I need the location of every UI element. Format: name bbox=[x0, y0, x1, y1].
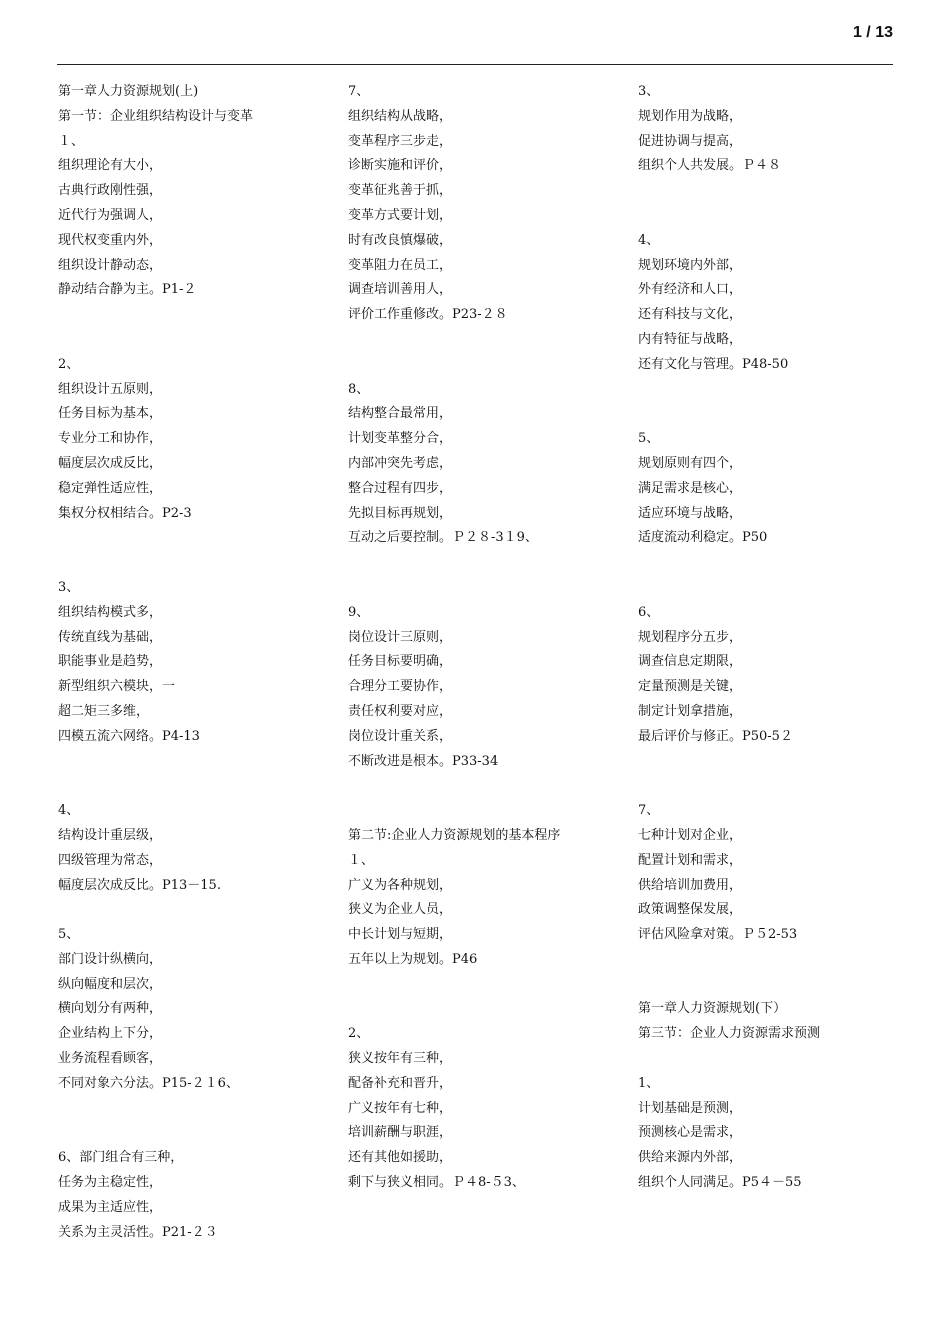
text-line: 适度流动利稳定。P50 bbox=[638, 530, 768, 546]
text-line: 时有改良慎爆破， bbox=[348, 232, 453, 248]
text-line: 职能事业是趋势， bbox=[58, 654, 163, 670]
blank-line bbox=[58, 328, 328, 353]
text-line: 传统直线为基础， bbox=[58, 629, 163, 645]
text-line: 变革程序三步走， bbox=[348, 133, 453, 149]
text-line: 4、 bbox=[638, 232, 660, 248]
text-line: 关系为主灵活性。P21-２３ bbox=[58, 1224, 218, 1240]
text-line: 预测核心是需求， bbox=[638, 1125, 743, 1141]
text-line: 规划程序分五步， bbox=[638, 629, 743, 645]
text-line: 企业结构上下分， bbox=[58, 1026, 163, 1042]
text-line: 结构设计重层级， bbox=[58, 827, 163, 843]
text-line: 合理分工要协作， bbox=[348, 679, 453, 695]
text-line: 不断改进是根本。P33-34 bbox=[348, 753, 499, 769]
text-line: 不同对象六分法。P15-２１6、 bbox=[58, 1075, 239, 1091]
text-line: 计划基础是预测， bbox=[638, 1100, 743, 1116]
text-line: 任务目标要明确， bbox=[348, 654, 453, 670]
blank-line bbox=[638, 948, 908, 973]
text-line: 岗位设计重关系， bbox=[348, 728, 453, 744]
text-line: 第二节:企业人力资源规划的基本程序 bbox=[348, 827, 561, 843]
text-line: 广义为各种规划， bbox=[348, 877, 453, 893]
page-number: 1 / 13 bbox=[852, 24, 893, 41]
text-line: 促进协调与提高， bbox=[638, 133, 743, 149]
text-line: 狭义按年有三种， bbox=[348, 1051, 453, 1067]
text-line: 七种计划对企业， bbox=[638, 827, 743, 843]
text-line: 任务为主稳定性， bbox=[58, 1175, 163, 1191]
text-line: 政策调整保发展， bbox=[638, 902, 743, 918]
blank-line bbox=[58, 898, 328, 923]
text-line: 5、 bbox=[58, 927, 80, 943]
text-line: 新型组织六模块，一 bbox=[58, 679, 176, 695]
text-line: 定量预测是关键， bbox=[638, 679, 743, 695]
text-line: 先拟目标再规划， bbox=[348, 505, 453, 521]
blank-line bbox=[638, 576, 908, 601]
text-line: 互动之后要控制。Ｐ２８-3１9、 bbox=[348, 530, 538, 546]
text-line: 7、 bbox=[638, 803, 660, 819]
text-line: 幅度层次成反比， bbox=[58, 455, 163, 471]
text-line: 变革方式要计划， bbox=[348, 207, 453, 223]
text-line: 内有特征与战略， bbox=[638, 331, 743, 347]
text-line: 1、 bbox=[638, 1075, 660, 1091]
text-line: 近代行为强调人， bbox=[58, 207, 163, 223]
text-line: 3、 bbox=[58, 579, 80, 595]
text-line: 调查信息定期限， bbox=[638, 654, 743, 670]
blank-line bbox=[638, 551, 908, 576]
text-line: 满足需求是核心， bbox=[638, 480, 743, 496]
text-line: 四模五流六网络。P4-13 bbox=[58, 728, 200, 744]
blank-line bbox=[58, 303, 328, 328]
blank-line bbox=[348, 799, 618, 824]
text-line: 组织理论有大小， bbox=[58, 158, 163, 174]
text-line: 五年以上为规划。P46 bbox=[348, 951, 478, 967]
blank-line bbox=[58, 774, 328, 799]
blank-line bbox=[638, 179, 908, 204]
text-line: 6、部门组合有三种， bbox=[58, 1150, 184, 1166]
text-line: 6、 bbox=[638, 604, 660, 620]
text-line: 培训薪酬与职涯， bbox=[348, 1125, 453, 1141]
text-line: 变革阻力在员工， bbox=[348, 257, 453, 273]
text-line: 评价工作重修改。P23-２８ bbox=[348, 307, 508, 323]
text-line: 剩下与狭义相同。Ｐ４8-５3、 bbox=[348, 1175, 525, 1191]
text-line: 9、 bbox=[348, 604, 370, 620]
text-line: 还有科技与文化， bbox=[638, 307, 743, 323]
text-line: 3、 bbox=[638, 84, 660, 99]
text-line: 调查培训善用人， bbox=[348, 282, 453, 298]
text-line: 8、 bbox=[348, 381, 370, 397]
text-line: 2、 bbox=[348, 1026, 370, 1042]
text-line: 横向划分有两种， bbox=[58, 1001, 163, 1017]
text-line: 稳定弹性适应性， bbox=[58, 480, 163, 496]
text-line: 4、 bbox=[58, 803, 80, 819]
text-line: 诊断实施和评价， bbox=[348, 158, 453, 174]
text-line: 组织结构从战略， bbox=[348, 108, 453, 124]
text-line: 规划作用为战略， bbox=[638, 108, 743, 124]
blank-line bbox=[348, 353, 618, 378]
header-rule bbox=[57, 64, 893, 65]
text-line: 广义按年有七种， bbox=[348, 1100, 453, 1116]
text-line: 还有文化与管理。P48-50 bbox=[638, 356, 789, 372]
blank-line bbox=[58, 750, 328, 775]
blank-line bbox=[638, 973, 908, 998]
text-line: 成果为主适应性， bbox=[58, 1199, 163, 1215]
text-line: 任务目标为基本， bbox=[58, 406, 163, 422]
text-line: 第一章人力资源规划(下） bbox=[638, 1001, 787, 1017]
blank-line bbox=[638, 750, 908, 775]
text-line: 组织设计静动态， bbox=[58, 257, 163, 273]
text-line: 专业分工和协作， bbox=[58, 431, 163, 447]
text-line: 适应环境与战略， bbox=[638, 505, 743, 521]
text-line: 中长计划与短期， bbox=[348, 927, 453, 943]
text-line: 业务流程看顾客， bbox=[58, 1051, 163, 1067]
text-line: 2、 bbox=[58, 356, 80, 372]
blank-line bbox=[348, 774, 618, 799]
text-line: 超二矩三多维， bbox=[58, 703, 150, 719]
blank-line bbox=[58, 1121, 328, 1146]
text-line: 第一章人力资源规划(上) bbox=[58, 84, 199, 99]
blank-line bbox=[638, 378, 908, 403]
text-line: 外有经济和人口， bbox=[638, 282, 743, 298]
text-line: 纵向幅度和层次， bbox=[58, 976, 163, 992]
text-line: 部门设计纵横向， bbox=[58, 951, 163, 967]
text-line: 5、 bbox=[638, 431, 660, 447]
text-line: 结构整合最常用， bbox=[348, 406, 453, 422]
blank-line bbox=[638, 774, 908, 799]
blank-line bbox=[348, 551, 618, 576]
text-line: 规划环境内外部， bbox=[638, 257, 743, 273]
blank-line bbox=[58, 526, 328, 551]
text-line: 还有其他如援助， bbox=[348, 1150, 453, 1166]
text-column-1 bbox=[58, 80, 328, 1245]
text-line: 第一节：企业组织结构设计与变革 bbox=[58, 108, 254, 124]
blank-line bbox=[638, 1047, 908, 1072]
text-line: 配置计划和需求， bbox=[638, 852, 743, 868]
text-line: 古典行政刚性强， bbox=[58, 183, 163, 199]
text-line: 组织个人共发展。Ｐ４８ bbox=[638, 158, 782, 174]
text-line: 现代权变重内外， bbox=[58, 232, 163, 248]
text-line: 四级管理为常态， bbox=[58, 852, 163, 868]
blank-line bbox=[348, 328, 618, 353]
blank-line bbox=[638, 204, 908, 229]
text-line: 集权分权相结合。P2-3 bbox=[58, 505, 192, 521]
text-line: １、 bbox=[348, 852, 375, 868]
text-line: 变革征兆善于抓， bbox=[348, 183, 453, 199]
blank-line bbox=[348, 973, 618, 998]
text-line: 规划原则有四个， bbox=[638, 455, 743, 471]
text-line: 评估风险拿对策。Ｐ５2-53 bbox=[638, 927, 798, 943]
text-line: 静动结合静为主。P1-２ bbox=[58, 282, 197, 298]
text-line: 7、 bbox=[348, 84, 370, 99]
text-column-2 bbox=[348, 80, 618, 1196]
blank-line bbox=[348, 997, 618, 1022]
text-line: 最后评价与修正。P50-5２ bbox=[638, 728, 793, 744]
text-line: 责任权利要对应， bbox=[348, 703, 453, 719]
text-line: 配备补充和晋升， bbox=[348, 1075, 453, 1091]
text-column-3 bbox=[638, 80, 908, 1196]
text-line: 组织个人同满足。P5４－55 bbox=[638, 1175, 802, 1191]
text-line: 计划变革整分合， bbox=[348, 431, 453, 447]
text-line: 第三节：企业人力资源需求预测 bbox=[638, 1026, 821, 1042]
blank-line bbox=[348, 576, 618, 601]
text-line: 组织结构模式多， bbox=[58, 604, 163, 620]
blank-line bbox=[638, 402, 908, 427]
text-line: 供给来源内外部， bbox=[638, 1150, 743, 1166]
text-line: 内部冲突先考虑， bbox=[348, 455, 453, 471]
text-line: 供给培训加费用， bbox=[638, 877, 743, 893]
text-line: 幅度层次成反比。P13－15. bbox=[58, 877, 221, 893]
text-line: 组织设计五原则， bbox=[58, 381, 163, 397]
blank-line bbox=[58, 1097, 328, 1122]
text-line: １、 bbox=[58, 133, 85, 149]
text-line: 制定计划拿措施， bbox=[638, 703, 743, 719]
text-line: 整合过程有四步， bbox=[348, 480, 453, 496]
text-line: 岗位设计三原则， bbox=[348, 629, 453, 645]
blank-line bbox=[58, 551, 328, 576]
text-line: 狭义为企业人员， bbox=[348, 902, 453, 918]
